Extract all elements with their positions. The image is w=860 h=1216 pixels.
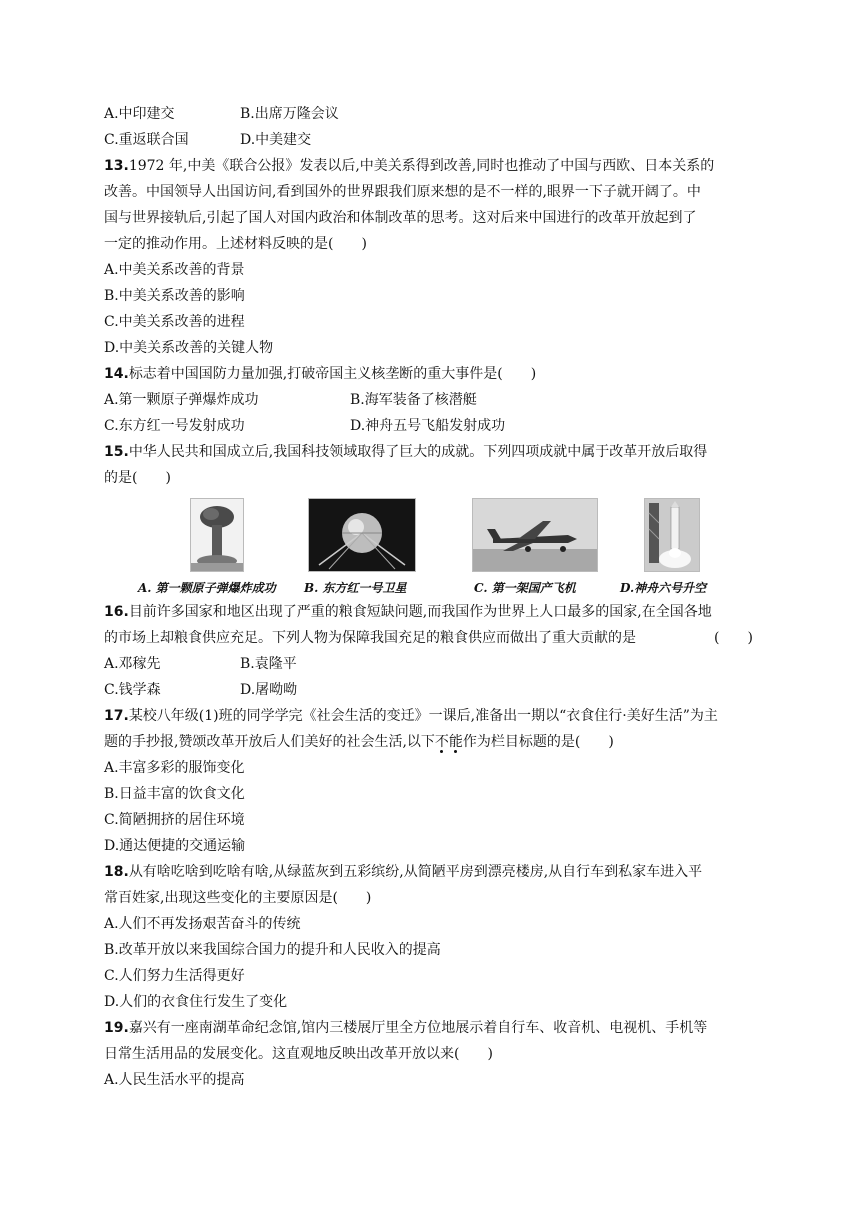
question-number: 15. bbox=[104, 444, 129, 460]
question-text: 日常生活用品的发展变化。这直观地反映出改革开放以来( ) bbox=[104, 1046, 493, 1062]
option-d: D.神舟五号飞船发射成功 bbox=[350, 418, 506, 434]
question-17-line bbox=[104, 706, 718, 726]
option-b: B.袁隆平 bbox=[240, 656, 297, 672]
emphasis-char: 不 bbox=[434, 734, 449, 750]
option-c: C.简陋拥挤的居住环境 bbox=[104, 812, 245, 828]
image-caption-a: A. 第一颗原子弹爆炸成功 bbox=[138, 581, 276, 595]
option-c: C.重返联合国 bbox=[104, 132, 189, 148]
question-13-line bbox=[104, 156, 714, 176]
image-caption-d: D.神舟六号升空 bbox=[620, 581, 707, 595]
question-text: 从有啥吃啥到吃啥有啥,从绿蓝灰到五彩缤纷,从简陋平房到漂亮楼房,从自行车到私家车进入平 bbox=[128, 864, 703, 880]
question-number: 13. bbox=[104, 158, 129, 174]
atomic-bomb-photo bbox=[190, 498, 244, 572]
option-b: B.改革开放以来我国综合国力的提升和人民收入的提高 bbox=[104, 942, 441, 958]
option-c: C.东方红一号发射成功 bbox=[104, 418, 245, 434]
option-d: D.中美建交 bbox=[240, 132, 312, 148]
question-16-line bbox=[104, 602, 712, 622]
option-b: B.出席万隆会议 bbox=[240, 106, 339, 122]
question-19-line bbox=[104, 1018, 707, 1038]
question-text: 的市场上却粮食供应充足。下列人物为保障我国充足的粮食供应而做出了重大贡献的是 bbox=[104, 630, 636, 646]
question-18-line bbox=[104, 862, 702, 882]
satellite-photo bbox=[308, 498, 416, 572]
option-d: D.通达便捷的交通运输 bbox=[104, 838, 246, 854]
question-number: 17. bbox=[104, 708, 129, 724]
question-text: 改善。中国领导人出国访问,看到国外的世界跟我们原来想的是不一样的,眼界一下子就开阔了。中 bbox=[104, 184, 701, 200]
question-15-line bbox=[104, 442, 707, 462]
image-caption-b: B. 东方红一号卫星 bbox=[304, 581, 407, 595]
option-a: A.人民生活水平的提高 bbox=[104, 1072, 245, 1088]
question-text: 国与世界接轨后,引起了国人对国内政治和体制改革的思考。这对后来中国进行的改革开放起到了 bbox=[104, 210, 697, 226]
option-c: C.人们努力生活得更好 bbox=[104, 968, 245, 984]
question-14-line bbox=[104, 364, 536, 384]
option-d: D.中美关系改善的关键人物 bbox=[104, 340, 274, 356]
emphasis-char: 能 bbox=[448, 734, 463, 750]
rocket-launch-photo bbox=[644, 498, 700, 572]
question-text: 嘉兴有一座南湖革命纪念馆,馆内三楼展厅里全方位地展示着自行车、收音机、电视机、手机等 bbox=[128, 1020, 708, 1036]
question-text: 常百姓家,出现这些变化的主要原因是( ) bbox=[104, 890, 372, 906]
option-c: C.中美关系改善的进程 bbox=[104, 314, 245, 330]
option-d: D.人们的衣食住行发生了变化 bbox=[104, 994, 288, 1010]
option-a: A.人们不再发扬艰苦奋斗的传统 bbox=[104, 916, 301, 932]
question-text: 目前许多国家和地区出现了严重的粮食短缺问题,而我国作为世界上人口最多的国家,在全国各地 bbox=[128, 604, 712, 620]
question-text: 一定的推动作用。上述材料反映的是( ) bbox=[104, 236, 367, 252]
answer-paren: ( ) bbox=[714, 630, 753, 646]
option-b: B.中美关系改善的影响 bbox=[104, 288, 245, 304]
question-number: 16. bbox=[104, 604, 129, 620]
question-text: 标志着中国国防力量加强,打破帝国主义核垄断的重大事件是( ) bbox=[128, 366, 537, 382]
question-text: 1972 年,中美《联合公报》发表以后,中美关系得到改善,同时也推动了中国与西欧、日本关系的 bbox=[128, 158, 715, 174]
option-b: B.海军装备了核潜艇 bbox=[350, 392, 477, 408]
question-text: 的是( ) bbox=[104, 470, 171, 486]
question-number: 19. bbox=[104, 1020, 129, 1036]
option-b: B.日益丰富的饮食文化 bbox=[104, 786, 245, 802]
option-d: D.屠呦呦 bbox=[240, 682, 298, 698]
question-number: 14. bbox=[104, 366, 129, 382]
question-text-part: 作为栏目标题的是( ) bbox=[462, 734, 614, 750]
image-caption-c: C. 第一架国产飞机 bbox=[474, 581, 576, 595]
question-text-part: 题的手抄报,赞颂改革开放后人们美好的社会生活,以下 bbox=[104, 734, 435, 750]
option-a: A.中美关系改善的背景 bbox=[104, 262, 245, 278]
option-a: A.中印建交 bbox=[104, 106, 175, 122]
question-number: 18. bbox=[104, 864, 129, 880]
question-text bbox=[104, 732, 614, 752]
option-a: A.丰富多彩的服饰变化 bbox=[104, 760, 245, 776]
question-text: 某校八年级(1)班的同学学完《社会生活的变迁》一课后,准备出一期以“衣食住行·美好生活”为主 bbox=[128, 708, 718, 724]
airplane-photo bbox=[472, 498, 598, 572]
question-text: 中华人民共和国成立后,我国科技领域取得了巨大的成就。下列四项成就中属于改革开放后取得 bbox=[128, 444, 708, 460]
option-a: A.第一颗原子弹爆炸成功 bbox=[104, 392, 259, 408]
option-c: C.钱学森 bbox=[104, 682, 161, 698]
option-a: A.邓稼先 bbox=[104, 656, 161, 672]
